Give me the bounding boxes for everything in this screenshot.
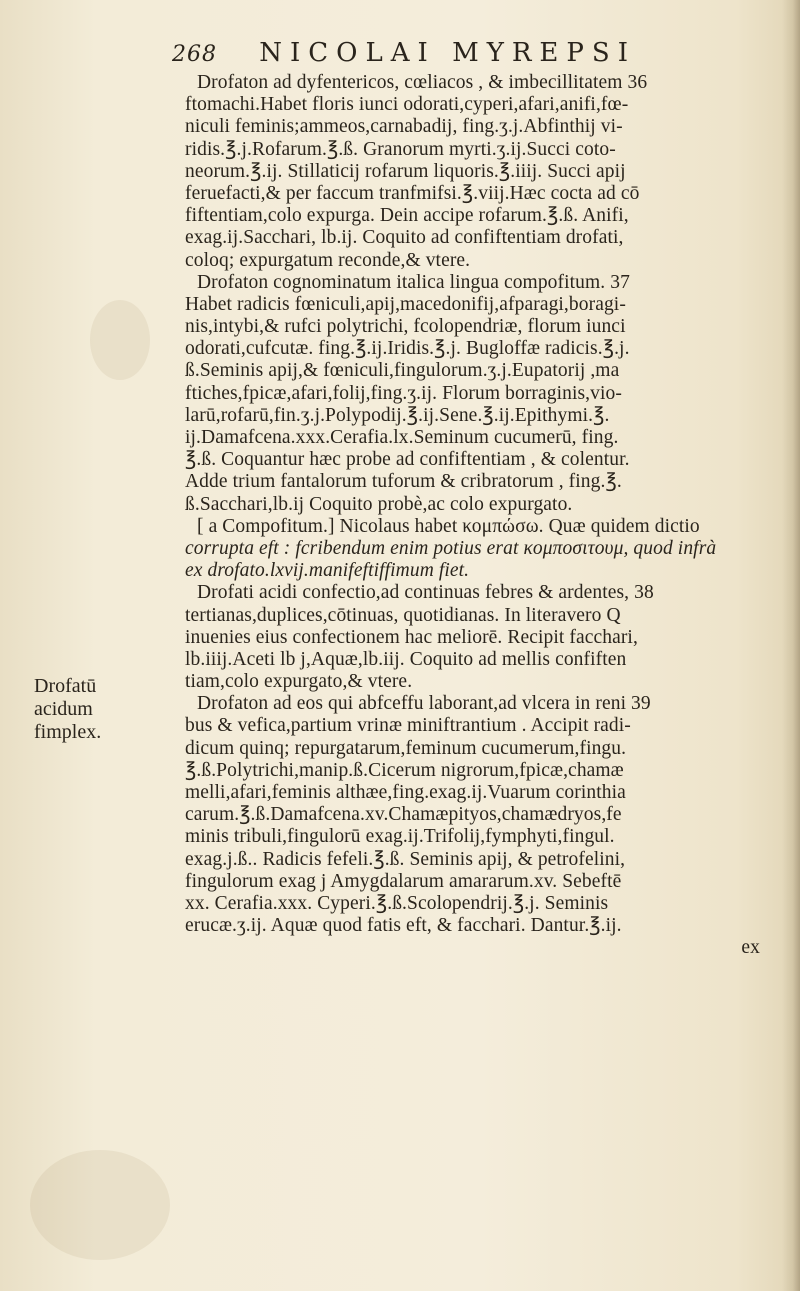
text-line: Drofaton ad eos qui abfceffu laborant,ad vlcera in reni 39 xyxy=(197,693,651,715)
text-line: exag.ij.Sacchari, lb.ij. Coquito ad confiftentiam drofati, xyxy=(185,227,624,249)
page-edge-shadow xyxy=(782,0,800,1291)
text-line: ftomachi.Habet floris iunci odorati,cyperi,afari,anifi,fœ- xyxy=(185,94,629,116)
page-header xyxy=(172,38,732,68)
text-line: feruefacti,& per faccum tranfmifsi.℥.viij.Hæc cocta ad cō xyxy=(185,182,640,204)
text-line: erucæ.ʒ.ij. Aquæ quod fatis eft, & facchari. Dantur.℥.ij. xyxy=(185,915,622,937)
text-line: fiftentiam,colo expurga. Dein accipe rofarum.℥.ß. Anifi, xyxy=(185,205,629,227)
body-text xyxy=(185,72,760,960)
text-line: ß.Sacchari,lb.ij Coquito probè,ac colo expurgato. xyxy=(185,493,573,515)
text-line: bus & vefica,partium vrinæ miniftrantium . Accipit radi- xyxy=(185,715,631,737)
text-line: dicum quinq; repurgatarum,feminum cucumerum,fingu. xyxy=(185,737,627,759)
text-line: lb.iiij.Aceti lb j,Aquæ,lb.iij. Coquito ad mellis confiften xyxy=(185,648,627,670)
margin-note xyxy=(34,675,174,744)
catchword: ex xyxy=(741,937,760,959)
running-head: NICOLAI MYREPSI xyxy=(259,38,636,68)
text-line: carum.℥.ß.Damafcena.xv.Chamæpityos,chamædryos,fe xyxy=(185,804,622,826)
text-line: Habet radicis fœniculi,apij,macedonifij,afparagi,boragi- xyxy=(185,293,626,315)
text-line: corrupta eft : fcribendum enim potius erat κομποσιτουμ, quod infrà xyxy=(185,537,717,559)
text-line: odorati,cufcutæ. fing.℥.ij.Iridis.℥.j. Bugloffæ radicis.℥.j. xyxy=(185,338,630,360)
text-line: tertianas,duplices,cōtinuas, quotidianas. In literavero Q xyxy=(185,604,621,626)
text-line: ridis.℥.j.Rofarum.℥.ß. Granorum myrti.ʒ.ij.Succi coto- xyxy=(185,138,616,160)
text-line: minis tribuli,fingulorū exag.ij.Trifolij,fymphyti,fingul. xyxy=(185,826,615,848)
text-line: nis,intybi,& rufci polytrichi, fcolopendriæ, florum iunci xyxy=(185,316,626,338)
text-line: ℥.ß.Polytrichi,manip.ß.Cicerum nigrorum,fpicæ,chamæ xyxy=(185,759,624,781)
text-line: coloq; expurgatum reconde,& vtere. xyxy=(185,249,471,271)
paper-stain xyxy=(90,300,150,380)
text-line: Drofaton ad dyfentericos, cœliacos , & imbecillitatem 36 xyxy=(197,72,648,93)
text-line: Adde trium fantalorum tuforum & cribratorum , fing.℥. xyxy=(185,471,622,493)
text-line: neorum.℥.ij. Stillaticij rofarum liquoris.℥.iiij. Succi apij xyxy=(185,160,626,182)
text-line: niculi feminis;ammeos,carnabadij, fing.ʒ.j.Abfinthij vi- xyxy=(185,116,623,138)
text-line: tiam,colo expurgato,& vtere. xyxy=(185,671,413,693)
text-line: exag.j.ß.. Radicis fefeli.℥.ß. Seminis apij, & petrofelini, xyxy=(185,848,626,870)
text-line: ß.Seminis apij,& fœniculi,fingulorum.ʒ.j.Eupatorij ,ma xyxy=(185,360,620,382)
text-line: ex drofato.lxvij.manifeftiffimum fiet. xyxy=(185,560,470,582)
text-line: melli,afari,feminis althæe,fing.exag.ij.Vuarum corinthia xyxy=(185,782,626,803)
text-line: Drofaton cognominatum italica lingua compofitum. 37 xyxy=(197,271,630,293)
page-number: 268 xyxy=(172,42,217,67)
text-line: ℥.ß. Coquantur hæc probe ad confiftentiam , & colentur. xyxy=(185,449,630,471)
paper-stain xyxy=(30,1150,170,1260)
margin-note-line: acidum xyxy=(34,698,93,720)
margin-note-line: Drofatū xyxy=(34,675,97,697)
text-line: xx. Cerafia.xxx. Cyperi.℥.ß.Scolopendrij.℥.j. Seminis xyxy=(185,892,609,914)
text-line: [ a Compofitum.] Nicolaus habet κομπώσω. Quæ quidem dictio xyxy=(197,515,700,537)
margin-note-line: fimplex. xyxy=(34,721,102,743)
text-line: ij.Damafcena.xxx.Cerafia.lx.Seminum cucumerū, fing. xyxy=(185,427,619,448)
text-line: Drofati acidi confectio,ad continuas febres & ardentes, 38 xyxy=(197,582,654,604)
text-line: larū,rofarū,fin.ʒ.j.Polypodij.℥.ij.Sene.℥.ij.Epithymi.℥. xyxy=(185,404,610,426)
text-line: ftiches,fpicæ,afari,folij,fing.ʒ.ij. Florum borraginis,vio- xyxy=(185,382,622,404)
text-line: fingulorum exag j Amygdalarum amararum.xv. Sebeftē xyxy=(185,870,622,892)
text-line: inuenies eius confectionem hac meliorē. Recipit facchari, xyxy=(185,626,638,648)
